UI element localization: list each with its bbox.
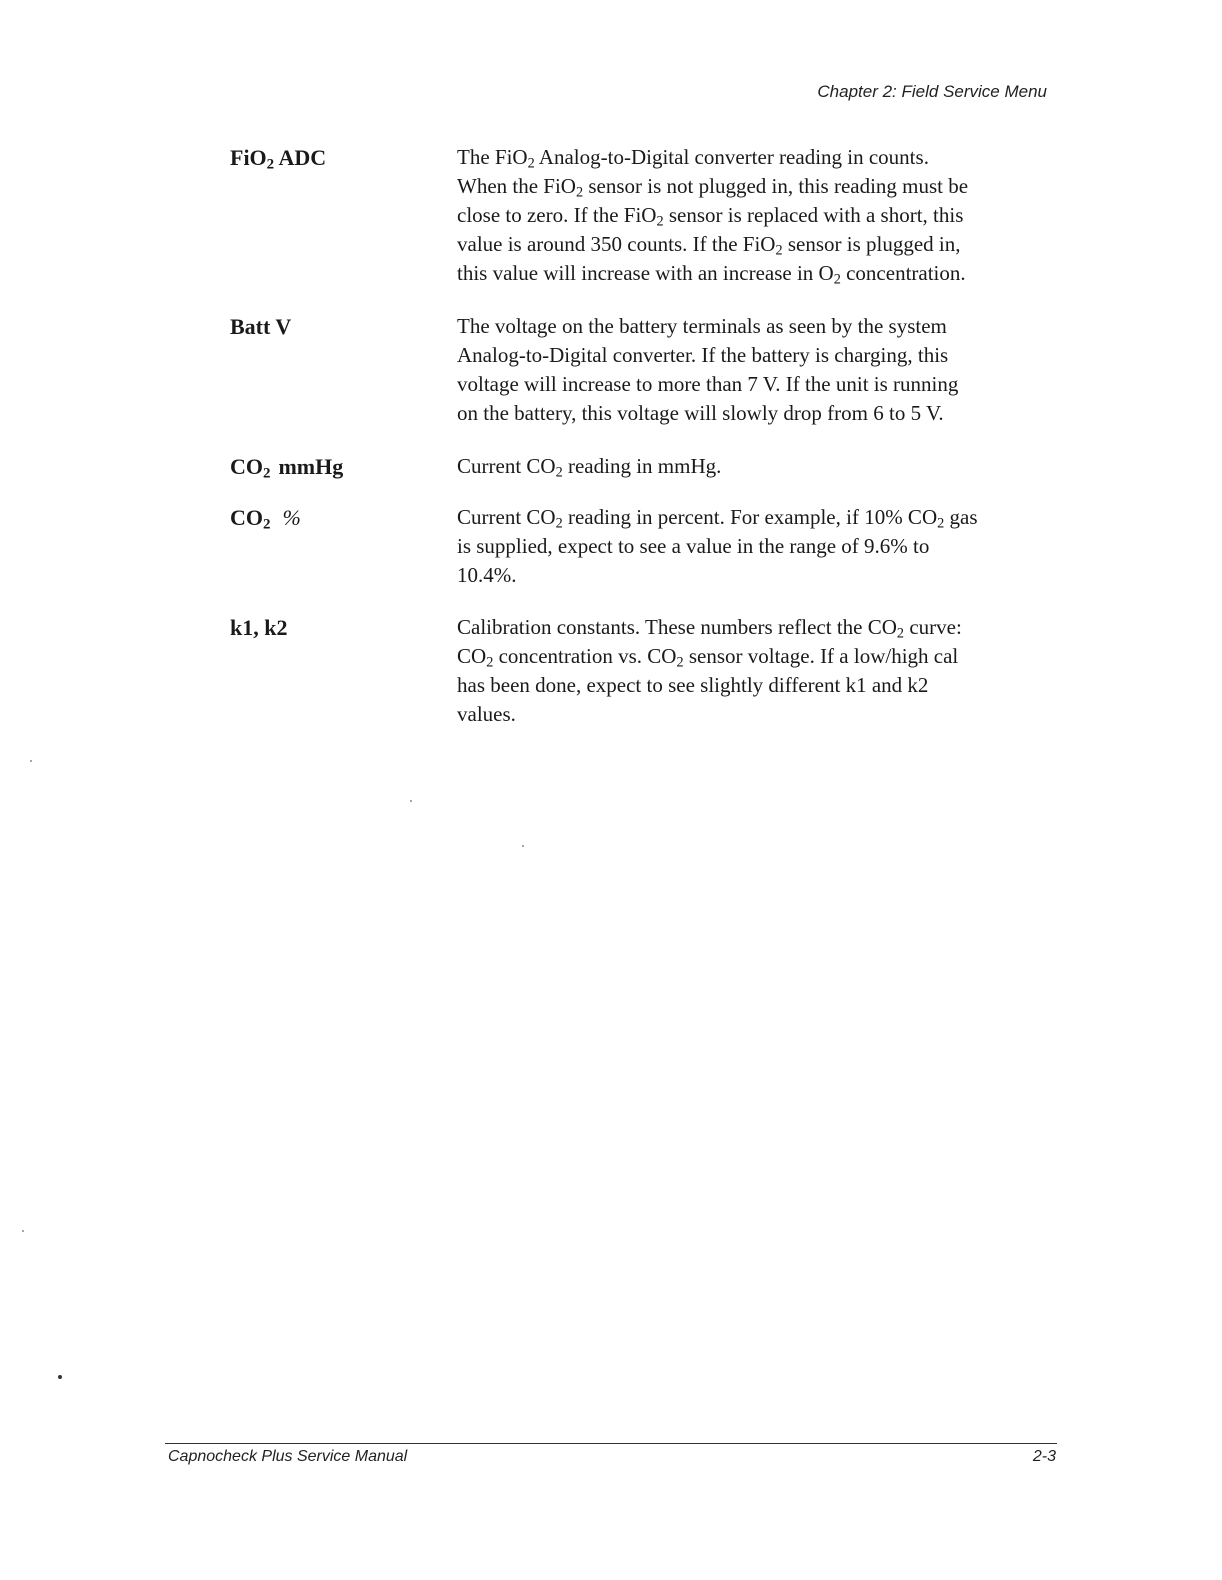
term-text: ADC — [274, 145, 327, 170]
description-line: 10.4%. — [457, 563, 517, 587]
description-line: value is around 350 counts. If the FiO$_2$ sensor is plugged in, — [457, 232, 961, 259]
description-batt-v — [457, 312, 1067, 428]
term-fio2-adc — [230, 143, 326, 172]
footer-page-number: 2-3 — [1032, 1448, 1056, 1465]
term-batt-v: Batt V — [230, 314, 292, 339]
description-line: The FiO$_2$ Analog-to-Digital converter reading in counts. — [457, 145, 929, 172]
scan-speck — [410, 800, 412, 802]
term-text: CO — [230, 454, 263, 479]
description-line: this value will increase with an increase in $O_2$ concentration. — [457, 261, 966, 288]
term-text: CO — [230, 505, 263, 530]
description-line: close to zero. If the FiO$_2$ sensor is replaced with a short, this — [457, 203, 964, 230]
term-co2-mmhg — [230, 452, 343, 481]
description-line: on the battery, this voltage will slowly drop from 6 to 5 V. — [457, 401, 944, 425]
description-co2-percent — [457, 503, 1067, 590]
description-k1-k2 — [457, 613, 1067, 729]
term-k1-k2: k1, k2 — [230, 615, 288, 640]
footer-divider — [165, 1443, 1057, 1444]
description-line: Current $CO_2$ reading in percent. For example, if 10% $CO_2$ gas — [457, 505, 978, 532]
description-line: has been done, expect to see slightly different k1 and k2 — [457, 673, 929, 697]
footer-manual-title: Capnocheck Plus Service Manual — [168, 1448, 408, 1465]
term-unit: % — [282, 505, 301, 530]
scan-speck — [522, 845, 524, 847]
description-line: The voltage on the battery terminals as seen by the system — [457, 314, 947, 338]
description-line: Analog-to-Digital converter. If the battery is charging, this — [457, 343, 949, 367]
scan-speck — [30, 760, 32, 762]
subscript: 2 — [263, 516, 271, 533]
description-line: voltage will increase to more than 7 V. If the unit is running — [457, 372, 959, 396]
description-fio2-adc — [457, 143, 1067, 288]
scan-speck — [58, 1375, 62, 1379]
description-line: Calibration constants. These numbers reflect the $CO_2$ curve: — [457, 615, 962, 642]
term-co2-percent — [230, 503, 301, 532]
subscript: 2 — [266, 156, 275, 173]
description-line: is supplied, expect to see a value in the range of 9.6% to — [457, 534, 930, 558]
description-co2-mmhg — [457, 452, 1067, 481]
term-unit: mmHg — [278, 454, 344, 479]
chapter-header: Chapter 2: Field Service Menu — [817, 82, 1047, 101]
subscript: 2 — [263, 465, 271, 482]
description-line: $CO_2$ concentration vs. $CO_2$ sensor voltage. If a low/high cal — [457, 644, 959, 671]
scan-speck — [22, 1230, 24, 1232]
description-line: Current $CO_2$ reading in mmHg. — [457, 454, 722, 481]
description-line: values. — [457, 702, 516, 726]
term-text: FiO — [230, 145, 267, 170]
description-line: When the FiO$_2$ sensor is not plugged in, this reading must be — [457, 174, 969, 201]
